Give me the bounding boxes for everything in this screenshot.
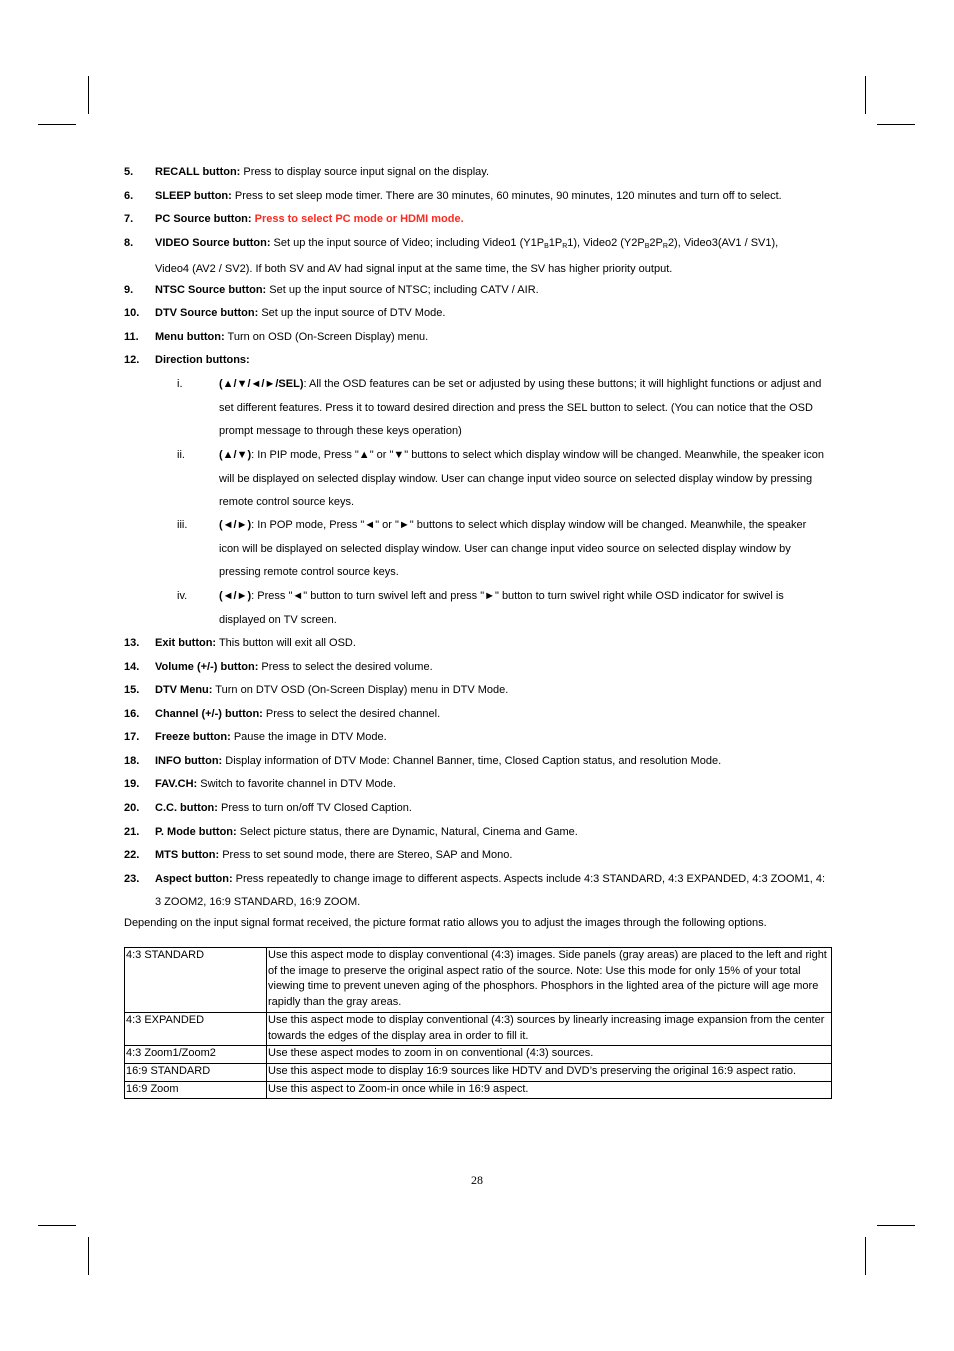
item-label: RECALL button: (155, 166, 241, 178)
item-text: Set up the input source of NTSC; including CATV / AIR. (266, 284, 539, 296)
item-label: MTS button: (155, 849, 220, 861)
item-text: Turn on OSD (On-Screen Display) menu. (224, 331, 429, 343)
item-text: Press repeatedly to change image to different aspects. Aspects include 4:3 STANDARD, 4:3 EXPANDED, 4:3 ZOOM1, 4: 3 ZOOM2, 16:9 STANDARD, 16:9 ZOOM. (155, 873, 826, 909)
item-label: Aspect button: (155, 873, 233, 885)
item-label: NTSC Source button: (155, 284, 267, 296)
crop-mark-top-right-horizontal (877, 124, 915, 125)
item-text-line2: Video4 (AV2 / SV2). If both SV and AV had signal input at the same time, the SV has higher priority output. (155, 263, 673, 276)
item-text: Switch to favorite channel in DTV Mode. (197, 778, 396, 790)
item-number: 16. (124, 708, 140, 720)
item-text: Select picture status, there are Dynamic, Natural, Cinema and Game. (236, 826, 578, 838)
intro-paragraph: Depending on the input signal format received, the picture format ratio allows you to adjust the images through the following options. (124, 917, 767, 929)
aspect-mode-cell: 16:9 STANDARD (125, 1063, 267, 1081)
item-label: Menu button: (155, 331, 225, 343)
aspect-mode-cell: 4:3 Zoom1/Zoom2 (125, 1046, 267, 1064)
item-number: 21. (124, 826, 140, 838)
item-text: Press to select the desired volume. (258, 661, 433, 673)
item-label: P. Mode button: (155, 826, 237, 838)
sub-item-text: : In PIP mode, Press "▲" or "▼" buttons to select which display window will be changed. Meanwhile, the speaker icon will be displayed on selected display window. User can change input video source on selected display window by pressing remote control source keys. (219, 449, 824, 509)
item-text: This button will exit all OSD. (216, 637, 356, 649)
item-text: Set up the input source of Video; including Video1 (Y1P (270, 237, 545, 249)
item-label: Volume (+/-) button: (155, 661, 259, 673)
sub-item-label: (◄/►) (219, 590, 252, 602)
item-number: 17. (124, 731, 140, 743)
item-number: 12. (124, 354, 140, 366)
item-number: 9. (124, 284, 134, 296)
table-row (125, 1012, 832, 1045)
crop-mark-top-left-vertical (88, 76, 89, 114)
item-text: 2P (649, 237, 663, 249)
table-row (125, 1046, 832, 1064)
item-number: 5. (124, 166, 134, 178)
table-row (125, 948, 832, 1013)
item-number: 22. (124, 849, 140, 861)
sub-item-label: (◄/►) (219, 519, 252, 531)
item-text-red: Press to select PC mode or HDMI mode. (251, 213, 464, 225)
item-number: 15. (124, 684, 140, 696)
aspect-mode-table (124, 947, 832, 1099)
item-number: 6. (124, 190, 134, 202)
item-label: VIDEO Source button: (155, 237, 271, 249)
crop-mark-top-left-horizontal (38, 124, 76, 125)
sub-item-label: (▲/▼/◄/►/SEL) (219, 378, 304, 390)
item-label: FAV.CH: (155, 778, 198, 790)
item-text: Press to turn on/off TV Closed Caption. (217, 802, 412, 814)
item-text: Turn on DTV OSD (On-Screen Display) menu in DTV Mode. (212, 684, 509, 696)
item-number: 7. (124, 213, 134, 225)
item-text: Press to select the desired channel. (262, 708, 441, 720)
subscript-r: R (562, 243, 568, 250)
sub-item-number: iv. (177, 590, 188, 602)
item-label: Direction buttons: (155, 354, 250, 366)
crop-mark-bottom-left-vertical (88, 1237, 89, 1275)
item-text: 1), Video2 (Y2P (567, 237, 645, 249)
item-text: Pause the image in DTV Mode. (230, 731, 387, 743)
item-label: DTV Source button: (155, 307, 259, 319)
item-number: 19. (124, 778, 140, 790)
item-number: 20. (124, 802, 140, 814)
crop-mark-bottom-left-horizontal (38, 1225, 76, 1226)
item-label: Channel (+/-) button: (155, 708, 263, 720)
item-label: Exit button: (155, 637, 217, 649)
subscript-r: R (662, 243, 668, 250)
item-text: Set up the input source of DTV Mode. (258, 307, 446, 319)
crop-mark-bottom-right-horizontal (877, 1225, 915, 1226)
item-label: SLEEP button: (155, 190, 232, 202)
item-label: Freeze button: (155, 731, 231, 743)
sub-item-number: i. (177, 378, 183, 390)
crop-mark-top-right-vertical (865, 76, 866, 114)
item-number: 13. (124, 637, 140, 649)
item-number: 18. (124, 755, 140, 767)
item-number: 23. (124, 873, 140, 885)
item-text: 1P (548, 237, 563, 249)
sub-item-number: ii. (177, 449, 185, 461)
sub-item-text: : In POP mode, Press "◄" or "►" buttons to select which display window will be changed. Meanwhile, the speaker icon will be displayed on selected display window. User can change input video source on selected display window by pressing remote control source keys. (219, 519, 807, 579)
item-label: C.C. button: (155, 802, 218, 814)
item-text: Press to display source input signal on the display. (240, 166, 489, 178)
item-number: 8. (124, 237, 134, 249)
aspect-description-cell: Use these aspect modes to zoom in on conventional (4:3) sources. (267, 1046, 832, 1064)
aspect-description-cell: Use this aspect mode to display 16:9 sources like HDTV and DVD’s preserving the original 16:9 aspect ratio. (267, 1063, 832, 1081)
item-text: Press to set sound mode, there are Stereo, SAP and Mono. (219, 849, 513, 861)
sub-item-text: : Press "◄" button to turn swivel left and press "►" button to turn swivel right while OSD indicator for swivel is displayed on TV screen. (219, 590, 784, 626)
item-label: PC Source button: (155, 213, 252, 225)
item-number: 14. (124, 661, 140, 673)
aspect-description-cell: Use this aspect mode to display conventional (4:3) images. Side panels (gray areas) are placed to the left and right of the image to preserve the original aspect ratio of the source. Note: Use this mode for only 15% of your total viewing time to prevent uneven aging of the phosphors. Phosphors in the lighted area of the picture will age more rapidly than the gray areas. (267, 948, 832, 1013)
item-number: 10. (124, 307, 140, 319)
aspect-description-cell: Use this aspect mode to display conventional (4:3) sources by linearly increasing image expansion from the center towards the edges of the display area in order to fill it. (267, 1012, 832, 1045)
crop-mark-bottom-right-vertical (865, 1237, 866, 1275)
item-text: Press to set sleep mode timer. There are 30 minutes, 60 minutes, 90 minutes, 120 minutes and turn off to select. (231, 190, 782, 202)
page-number: 28 (471, 1173, 483, 1187)
sub-item-text: : All the OSD features can be set or adjusted by using these buttons; it will highlight functions or adjust and set different features. Press it to toward desired direction and press the SEL button to select. (You can notice that the OSD prompt message to through these keys operation) (219, 378, 822, 438)
aspect-mode-cell: 16:9 Zoom (125, 1081, 267, 1099)
item-number: 11. (124, 331, 139, 343)
subscript-b: B (544, 243, 549, 250)
item-label: INFO button: (155, 755, 223, 767)
item-text: 2), Video3(AV1 / SV1), (667, 237, 779, 249)
aspect-mode-cell: 4:3 STANDARD (125, 948, 267, 1013)
table-row (125, 1063, 832, 1081)
item-label: DTV Menu: (155, 684, 213, 696)
aspect-description-cell: Use this aspect to Zoom-in once while in 16:9 aspect. (267, 1081, 832, 1099)
item-text: Display information of DTV Mode: Channel Banner, time, Closed Caption status, and resolution Mode. (222, 755, 722, 767)
table-row (125, 1081, 832, 1099)
aspect-mode-cell: 4:3 EXPANDED (125, 1012, 267, 1045)
sub-item-label: (▲/▼) (219, 449, 252, 461)
subscript-b: B (644, 243, 650, 250)
sub-item-number: iii. (177, 519, 188, 531)
